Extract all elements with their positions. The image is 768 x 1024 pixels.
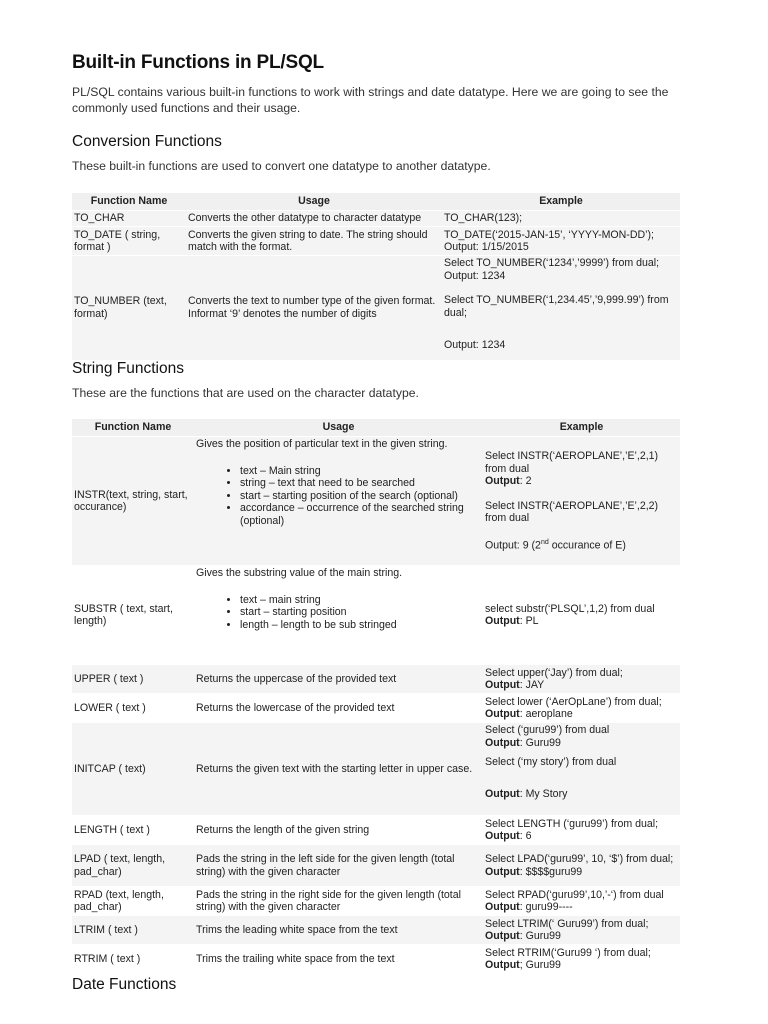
function-example <box>442 227 680 256</box>
example-line: Select LPAD(‘guru99’, 10, ‘$’) from dual; <box>485 853 674 865</box>
function-name: SUBSTR ( text, start, length) <box>72 566 194 665</box>
example-line: Select RPAD(‘guru99’,10,’-‘) from dual <box>485 888 664 901</box>
function-usage: Converts the given string to date. The string should match with the format. <box>186 227 442 256</box>
example-line: Select upper(‘Jay’) from dual; <box>485 666 623 679</box>
usage-line: Converts the text to number type of the given format. <box>188 295 436 308</box>
function-usage: Trims the leading white space from the text <box>194 916 483 945</box>
table-row <box>72 816 680 845</box>
function-usage: Pads the string in the right side for the given length (total string) with the given character <box>194 887 483 916</box>
table-row <box>72 723 680 816</box>
table-row <box>72 845 680 887</box>
example-output <box>485 679 678 692</box>
example-output <box>485 737 678 750</box>
example-line: Select RTRIM(‘Guru99 ‘) from dual; <box>485 946 651 959</box>
function-name: RTRIM ( text ) <box>72 945 194 974</box>
example-line: Select (‘guru99’) from dual <box>485 724 610 736</box>
header-usage: Usage <box>194 419 483 437</box>
table-row <box>72 694 680 723</box>
example-output <box>485 959 678 972</box>
table-row <box>72 945 680 974</box>
output-label: Output <box>485 901 520 913</box>
output-label: Output <box>485 930 520 942</box>
function-usage <box>186 256 442 360</box>
parameter-list <box>196 465 481 528</box>
example-line: Select INSTR(‘AEROPLANE’,’E’,2,1) from dual <box>485 450 659 475</box>
string-description: These are the functions that are used on the character datatype. <box>72 386 419 400</box>
function-example <box>483 916 680 945</box>
output-value: : JAY <box>519 679 545 691</box>
output-value: : guru99---- <box>519 901 573 913</box>
example-output <box>485 830 678 843</box>
output-label: Output <box>485 787 520 800</box>
output-value: : aeroplane <box>519 708 573 720</box>
header-example: Example <box>442 193 680 211</box>
function-usage: Returns the length of the given string <box>194 816 483 845</box>
function-example <box>483 566 680 665</box>
function-example <box>483 845 680 887</box>
table-row <box>72 566 680 665</box>
function-usage: Pads the string in the left side for the given length (total string) with the given character <box>194 845 483 887</box>
example-output <box>485 708 678 721</box>
output-value: : Guru99 <box>519 736 561 749</box>
page-title: Built-in Functions in PL/SQL <box>72 52 324 73</box>
list-item: • text – Main string <box>240 465 481 478</box>
usage-line: Gives the substring value of the main string. <box>196 567 403 579</box>
output-value: : Guru99 <box>519 930 561 942</box>
list-item: • start – starting position of the search (optional) <box>240 490 481 503</box>
output-value: ; Guru99 <box>519 959 561 972</box>
header-usage: Usage <box>186 193 442 211</box>
output-label: Output <box>485 679 520 691</box>
usage-line: Gives the position of particular text in the given string. <box>196 438 448 450</box>
table-row <box>72 227 680 256</box>
function-example <box>483 816 680 845</box>
output-value: : My Story <box>519 787 568 800</box>
function-example <box>483 945 680 974</box>
function-example <box>483 723 680 816</box>
function-example <box>483 694 680 723</box>
table-header-row <box>72 193 680 211</box>
output-text: occurance of E) <box>548 539 626 552</box>
function-usage: Returns the uppercase of the provided text <box>194 665 483 694</box>
table-row <box>72 665 680 694</box>
output-value: : 2 <box>519 475 532 488</box>
header-function-name: Function Name <box>72 419 194 437</box>
table-row <box>72 916 680 945</box>
function-example <box>483 665 680 694</box>
list-item: • string – text that need to be searched <box>240 477 481 490</box>
table-row <box>72 211 680 227</box>
output-value: : 6 <box>519 830 532 842</box>
example-output <box>485 788 678 801</box>
example-output <box>485 901 678 914</box>
list-item: • text – main string <box>240 594 481 607</box>
string-heading: String Functions <box>72 360 184 377</box>
function-name: LOWER ( text ) <box>72 694 194 723</box>
output-label: Output <box>485 475 520 488</box>
function-usage <box>194 566 483 665</box>
example-line: Select (‘my story’) from dual <box>485 756 617 768</box>
example-output: Output: 1234 <box>444 269 506 282</box>
string-table <box>72 419 680 974</box>
header-function-name: Function Name <box>72 193 186 211</box>
table-row <box>72 437 680 566</box>
function-usage <box>194 437 483 566</box>
function-name: RPAD (text, length, pad_char) <box>72 887 194 916</box>
date-heading: Date Functions <box>72 976 177 993</box>
output-value: : $$$$guru99 <box>519 865 583 878</box>
conversion-description: These built-in functions are used to convert one datatype to another datatype. <box>72 159 491 173</box>
parameter-list <box>196 594 481 632</box>
function-example: TO_CHAR(123); <box>442 211 680 227</box>
table-row <box>72 256 680 360</box>
example-output <box>485 475 678 488</box>
function-name: TO_NUMBER (text, format) <box>72 256 186 360</box>
example-line: Select TO_NUMBER(‘1,234.45’,’9,999.99’) from dual; <box>444 294 669 319</box>
example-output <box>485 537 678 552</box>
example-line: Select TO_NUMBER(‘1234’,’9999’) from dual; <box>444 257 660 269</box>
example-output: Output: 1234 <box>444 339 506 351</box>
example-line: Select INSTR(‘AEROPLANE’,’E’,2,2) from dual <box>485 499 659 525</box>
conversion-table <box>72 193 680 360</box>
output-label: Output <box>485 736 520 749</box>
output-label: Output <box>485 615 520 627</box>
function-example <box>483 437 680 566</box>
function-name: INITCAP ( text) <box>72 723 194 816</box>
conversion-heading: Conversion Functions <box>72 133 222 150</box>
example-output <box>485 615 678 628</box>
example-line: Select LENGTH (‘guru99’) from dual; <box>485 817 659 830</box>
table-row <box>72 887 680 916</box>
list-item: • accordance – occurrence of the searched string (optional) <box>240 502 481 527</box>
function-name: LTRIM ( text ) <box>72 916 194 945</box>
example-output <box>485 866 678 879</box>
function-name: INSTR(text, string, start, occurance) <box>72 437 194 566</box>
example-line: select substr(‘PLSQL’,1,2) from dual <box>485 602 655 615</box>
example-line: Select LTRIM(‘ Guru99’) from dual; <box>485 917 649 930</box>
function-usage: Converts the other datatype to character datatype <box>186 211 442 227</box>
output-label: Output <box>485 708 520 720</box>
output-label: Output <box>485 959 520 972</box>
function-name: TO_CHAR <box>72 211 186 227</box>
example-line: TO_DATE(‘2015-JAN-15’, ‘YYYY-MON-DD’); <box>444 228 654 241</box>
intro-paragraph: PL/SQL contains various built-in functions to work with strings and date datatype. Here we are going to see the commonly used functions and their usage. <box>72 85 669 115</box>
example-output <box>485 930 678 943</box>
output-value: : PL <box>519 615 539 627</box>
function-usage: Returns the lowercase of the provided text <box>194 694 483 723</box>
list-item: • length – length to be sub stringed <box>240 619 481 632</box>
function-usage: Trims the trailing white space from the text <box>194 945 483 974</box>
table-header-row <box>72 419 680 437</box>
function-usage: Returns the given text with the starting letter in upper case. <box>194 723 483 816</box>
output-label: Output <box>485 865 520 878</box>
header-example: Example <box>483 419 680 437</box>
function-name: LPAD ( text, length, pad_char) <box>72 845 194 887</box>
list-item: • start – starting position <box>240 606 481 619</box>
usage-line: Informat ‘9’ denotes the number of digits <box>188 307 377 320</box>
example-output: Output: 1/15/2015 <box>444 241 529 253</box>
ordinal-suffix: nd <box>540 538 549 546</box>
function-name: LENGTH ( text ) <box>72 816 194 845</box>
example-line: Select lower (‘AerOpLane’) from dual; <box>485 695 662 708</box>
output-label: Output <box>485 830 520 842</box>
function-name: UPPER ( text ) <box>72 665 194 694</box>
function-example <box>442 256 680 360</box>
function-name: TO_DATE ( string, format ) <box>72 227 186 256</box>
output-text: Output: 9 (2 <box>485 539 541 552</box>
function-example <box>483 887 680 916</box>
